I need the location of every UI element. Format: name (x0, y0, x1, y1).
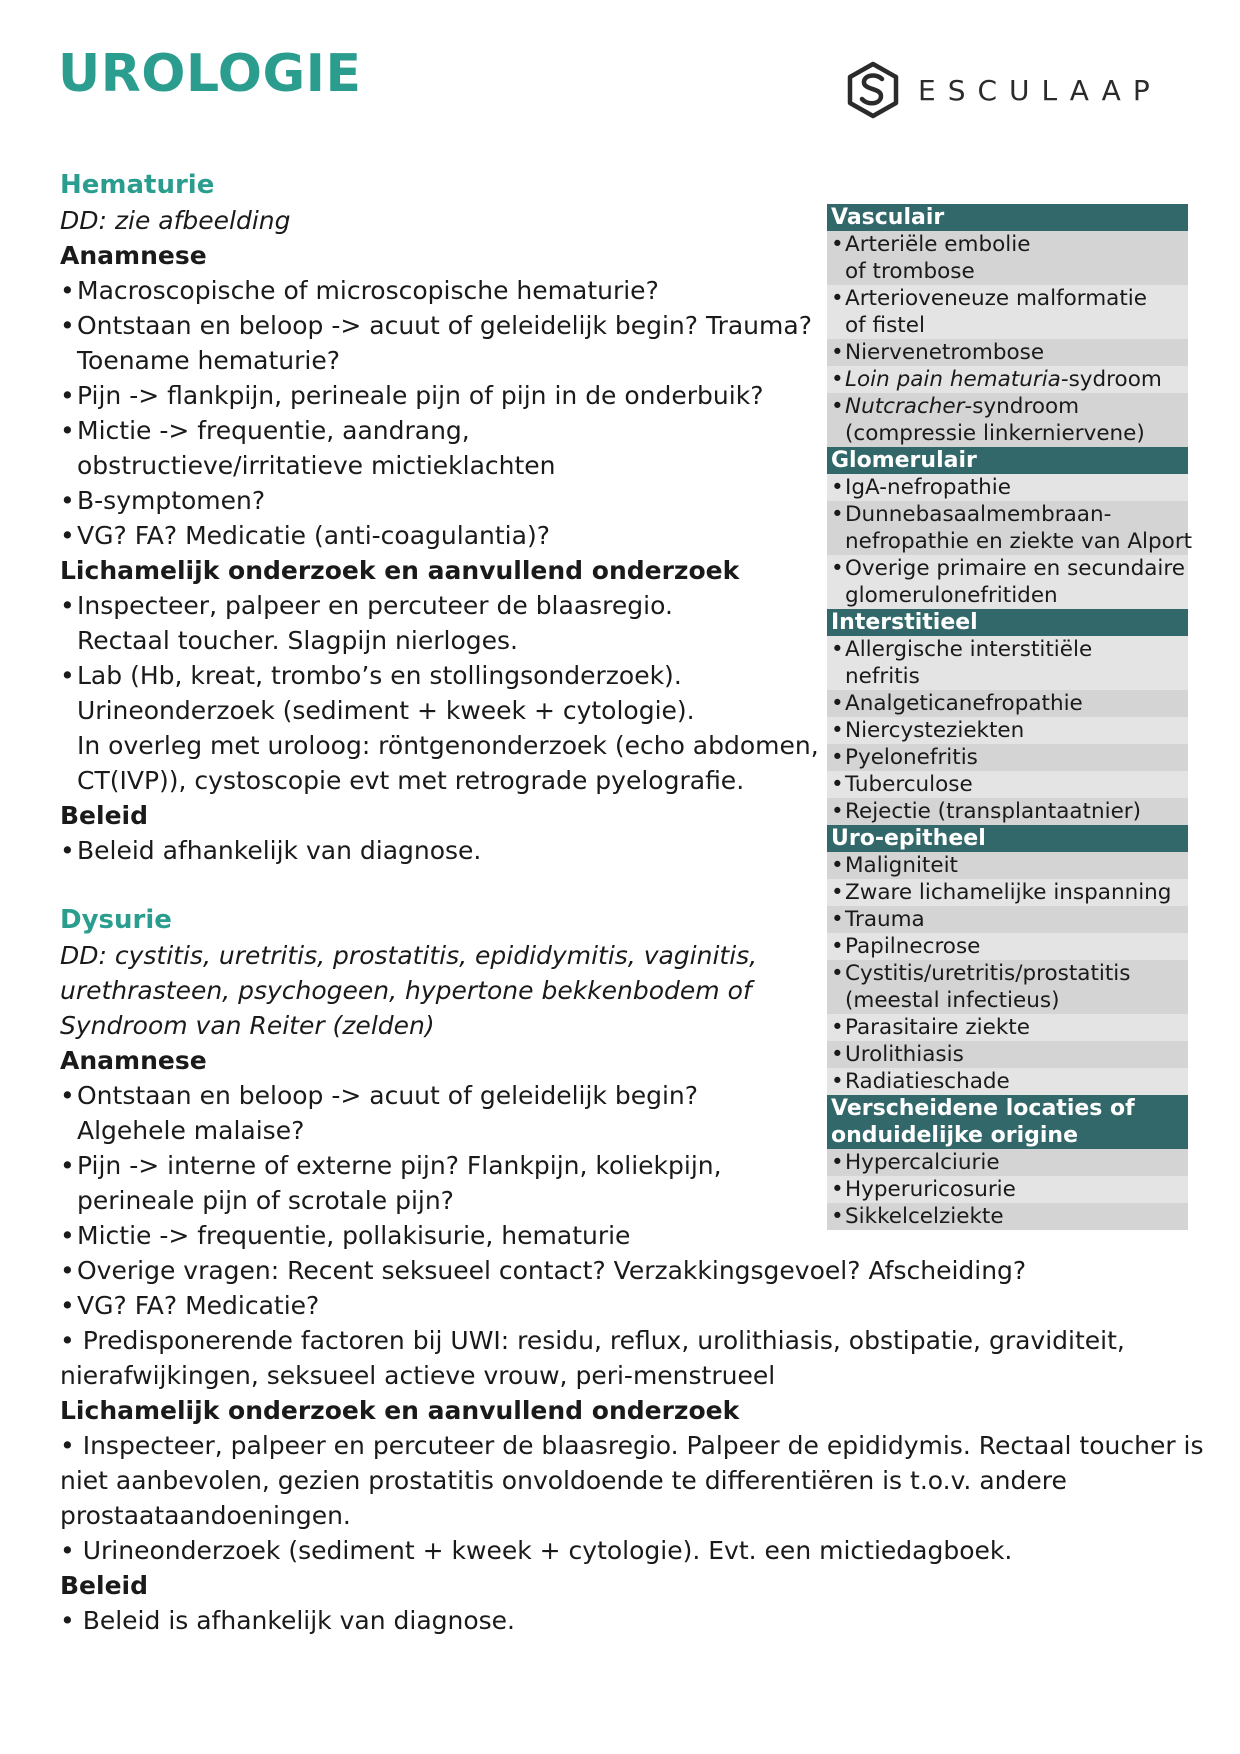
subheading-anamnese: Anamnese (60, 1046, 207, 1075)
table-row: • Tuberculose (827, 771, 1188, 798)
list-item: • Inspecteer, palpeer en percuteer de blaasregio. Rectaal toucher. Slagpijn nierloges. (60, 591, 673, 655)
table-row: • Niervenetrombose (827, 339, 1188, 366)
page-title: UROLOGIE (58, 44, 362, 104)
category-header-interstitieel: Interstitieel (827, 609, 1188, 636)
list-item: • Mictie -> frequentie, pollakisurie, hematurie (60, 1221, 631, 1250)
table-row: • Pyelonefritis (827, 744, 1188, 771)
table-row: • Rejectie (transplantaatnier) (827, 798, 1188, 825)
category-header-vasculair: Vasculair (827, 204, 1188, 231)
list-item: • Ontstaan en beloop -> acuut of geleidelijk begin? Algehele malaise? (60, 1081, 699, 1145)
esculaap-logo-icon (846, 61, 900, 119)
section-title-dysurie: Dysurie (60, 905, 172, 935)
subheading-onderzoek: Lichamelijk onderzoek en aanvullend onderzoek (60, 1396, 740, 1425)
table-row: • Parasitaire ziekte (827, 1014, 1188, 1041)
list-item: • Macroscopische of microscopische hematurie? (60, 276, 659, 305)
list-item: • Lab (Hb, kreat, trombo’s en stollingsonderzoek). Urineonderzoek (sediment + kweek + cytologie). In overleg met uroloog: röntgenonderzoek (echo abdomen, CT(IVP)), cystoscopie evt met retrograde pyelografie. (60, 661, 819, 795)
table-row: • Hypercalciurie (827, 1149, 1188, 1176)
list-item: • B-symptomen? (60, 486, 266, 515)
list-item: • Beleid afhankelijk van diagnose. (60, 836, 482, 865)
table-row: • Zware lichamelijke inspanning (827, 879, 1188, 906)
table-row: • Niercysteziekten (827, 717, 1188, 744)
list-item: • Ontstaan en beloop -> acuut of geleidelijk begin? Trauma? Toename hematurie? (60, 311, 812, 375)
list-item: • Inspecteer, palpeer en percuteer de blaasregio. Palpeer de epididymis. Rectaal toucher is niet aanbevolen, gezien prostatitis onvoldoende te differentiëren is t.o.v. andere prostaataandoeningen. (60, 1431, 1204, 1530)
table-row: • Sikkelcelziekte (827, 1203, 1188, 1230)
table-row: • Maligniteit (827, 852, 1188, 879)
list-item: • VG? FA? Medicatie? (60, 1291, 320, 1320)
table-row: • Papilnecrose (827, 933, 1188, 960)
table-row: • IgA-nefropathie (827, 474, 1188, 501)
subheading-beleid: Beleid (60, 801, 149, 830)
subheading-onderzoek: Lichamelijk onderzoek en aanvullend onderzoek (60, 556, 740, 585)
category-header-verscheidene: Verscheidene locaties of onduidelijke origine (827, 1095, 1188, 1149)
list-item: • Pijn -> interne of externe pijn? Flankpijn, koliekpijn, perineale pijn of scrotale pijn? (60, 1151, 722, 1215)
list-item: • Pijn -> flankpijn, perineale pijn of pijn in de onderbuik? (60, 381, 764, 410)
section-title-hematurie: Hematurie (60, 170, 215, 200)
table-row: • Analgeticanefropathie (827, 690, 1188, 717)
table-row: • Cystitis/uretritis/prostatitis (meestal infectieus) (827, 960, 1188, 1014)
table-row: • Trauma (827, 906, 1188, 933)
table-row: • Hyperuricosurie (827, 1176, 1188, 1203)
brand-logo (846, 60, 1162, 120)
differential-diagnosis-text: DD: zie afbeelding (60, 206, 291, 235)
differential-diagnosis-text: DD: cystitis, uretritis, prostatitis, epididymitis, vaginitis, urethrasteen, psychogeen, hypertone bekkenbodem of Syndroom van Reiter (zelden) (60, 941, 758, 1040)
table-row: • Dunnebasaalmembraan- nefropathie en ziekte van Alport (827, 501, 1188, 555)
list-item: • Beleid is afhankelijk van diagnose. (60, 1606, 516, 1635)
list-item: • Predisponerende factoren bij UWI: residu, reflux, urolithiasis, obstipatie, graviditeit, nierafwijkingen, seksueel actieve vrouw, peri-menstrueel (60, 1326, 1125, 1390)
subheading-anamnese: Anamnese (60, 241, 207, 270)
table-row: • Loin pain hematuria-sydroom (827, 366, 1188, 393)
category-header-glomerulair: Glomerulair (827, 447, 1188, 474)
list-item: • Mictie -> frequentie, aandrang, obstructieve/irritatieve mictieklachten (60, 416, 556, 480)
list-item: • VG? FA? Medicatie (anti-coagulantia)? (60, 521, 550, 550)
table-row: • Overige primaire en secundaire glomerulonefritiden (827, 555, 1188, 609)
table-row: • Arteriële embolie of trombose (827, 231, 1188, 285)
subheading-beleid: Beleid (60, 1571, 149, 1600)
category-header-uro-epitheel: Uro-epitheel (827, 825, 1188, 852)
table-row: • Allergische interstitiële nefritis (827, 636, 1188, 690)
table-row: • Urolithiasis (827, 1041, 1188, 1068)
list-item: • Urineonderzoek (sediment + kweek + cytologie). Evt. een mictiedagboek. (60, 1536, 1013, 1565)
brand-name: ESCULAAP (918, 73, 1162, 107)
table-row: • Arterioveneuze malformatie of fistel (827, 285, 1188, 339)
table-row: • Nutcracher-syndroom (compressie linkerniervene) (827, 393, 1188, 447)
table-row: • Radiatieschade (827, 1068, 1188, 1095)
hematuria-dd-table (827, 204, 1193, 1230)
list-item: • Overige vragen: Recent seksueel contact? Verzakkingsgevoel? Afscheiding? (60, 1256, 1027, 1285)
